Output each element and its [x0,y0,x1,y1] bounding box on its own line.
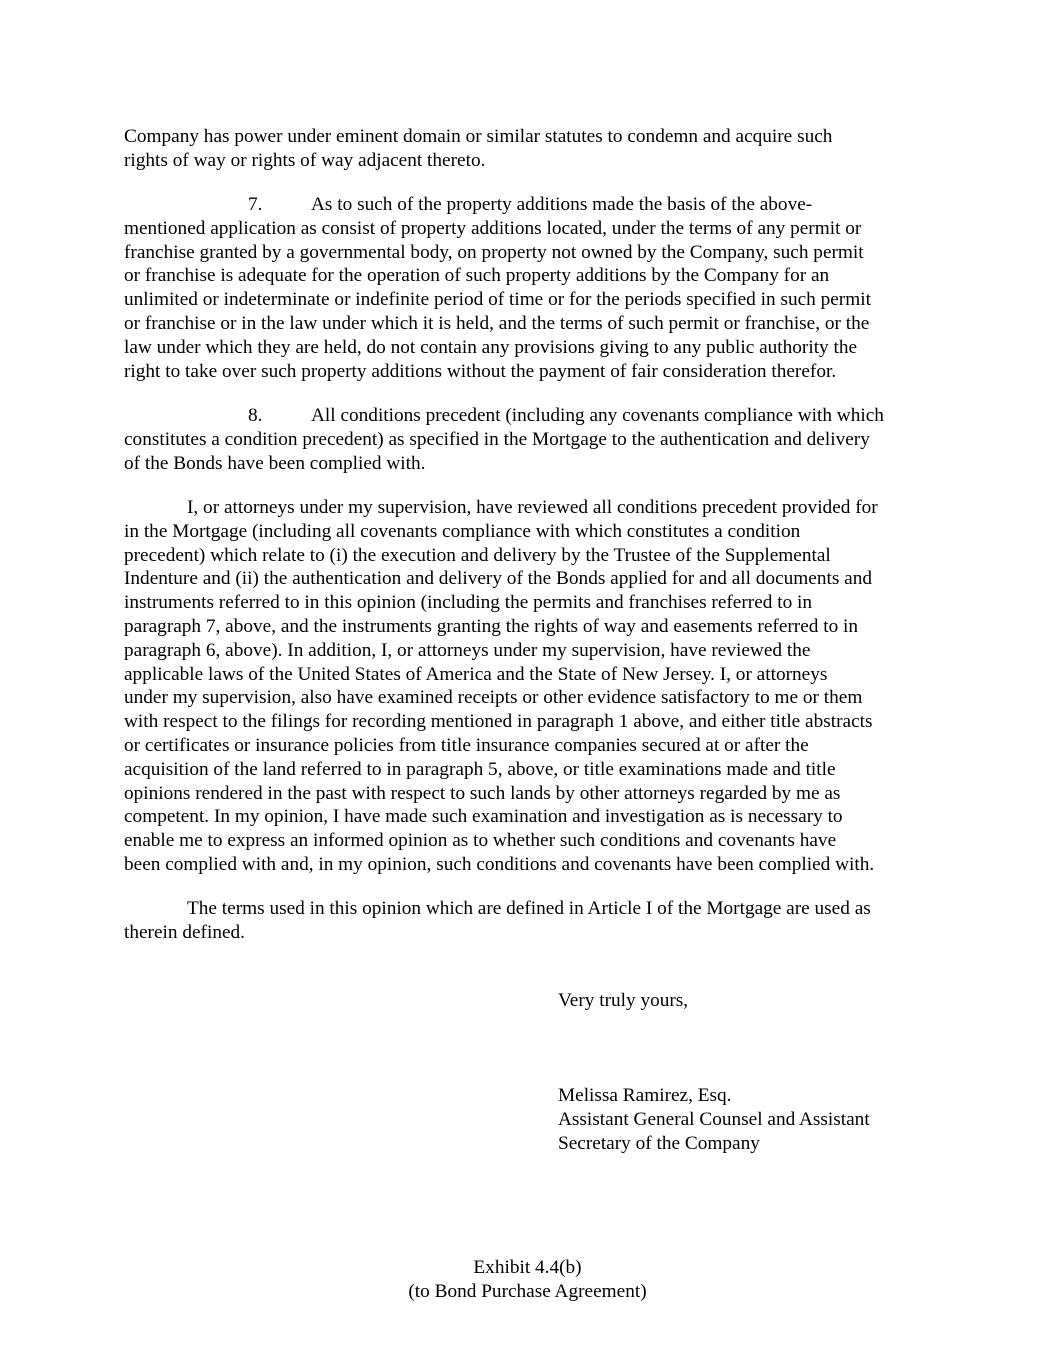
text-line: or franchise is adequate for the operation of such property additions by the Company for an [124,265,830,287]
text-line: paragraph 6, above). In addition, I, or attorneys under my supervision, have reviewed the [124,639,811,661]
paragraph-continuation [124,125,944,173]
signer-name: Melissa Ramirez, Esq. [558,1085,732,1106]
text-line: precedent) which relate to (i) the execution and delivery by the Trustee of the Supplemental [124,544,831,566]
paragraph-number: 8. [248,405,263,426]
text-line: Company has power under eminent domain or similar statutes to condemn and acquire such [124,126,833,147]
exhibit-subtitle: (to Bond Purchase Agreement) [408,1280,647,1302]
paragraph-8 [124,404,944,475]
signer-title-cont: Secretary of the Company [558,1132,760,1154]
text-line: The terms used in this opinion which are defined in Article I of the Mortgage are used as [187,898,871,919]
paragraph-7 [124,193,944,383]
signature-block [558,1084,870,1155]
text-line: rights of way or rights of way adjacent thereto. [124,149,486,171]
text-line: paragraph 7, above, and the instruments granting the rights of way and easements referred to in [124,615,859,637]
paragraph-terms [124,897,944,945]
text-line: or franchise or in the law under which it is held, and the terms of such permit or franchise, or the [124,312,870,334]
text-line: been complied with and, in my opinion, such conditions and covenants have been complied with. [124,853,875,875]
text-line: I, or attorneys under my supervision, have reviewed all conditions precedent provided for [187,497,878,518]
text-line: acquisition of the land referred to in paragraph 5, above, or title examinations made and title [124,758,836,780]
text-line: under my supervision, also have examined receipts or other evidence satisfactory to me or them [124,687,863,709]
text-line: of the Bonds have been complied with. [124,452,426,474]
text-line: law under which they are held, do not contain any provisions giving to any public authority the [124,336,858,358]
signer-title: Assistant General Counsel and Assistant [558,1108,870,1130]
text-line: unlimited or indeterminate or indefinite period of time or for the periods specified in such permit [124,289,871,311]
text-line: therein defined. [124,921,245,943]
text-line: or certificates or insurance policies from title insurance companies secured at or after the [124,734,809,756]
text-line: constitutes a condition precedent) as specified in the Mortgage to the authentication and delivery [124,428,870,450]
footer [0,1256,1055,1304]
text-line: competent. In my opinion, I have made such examination and investigation as is necessary to [124,806,843,828]
text-line: in the Mortgage (including all covenants compliance with which constitutes a condition [124,520,801,542]
text-line: with respect to the filings for recording mentioned in paragraph 1 above, and either title abstracts [124,711,873,733]
text-line: mentioned application as consist of property additions located, under the terms of any permit or [124,217,862,239]
text-line: applicable laws of the United States of America and the State of New Jersey. I, or attorneys [124,663,828,685]
text-line: enable me to express an informed opinion as to whether such conditions and covenants have [124,830,837,852]
text-line: As to such of the property additions made the basis of the above- [311,194,813,215]
text-line: instruments referred to in this opinion (including the permits and franchises referred to in [124,592,813,614]
text-line: franchise granted by a governmental body, on property not owned by the Company, such permit [124,241,864,263]
closing: Very truly yours, [558,990,689,1011]
text-line: right to take over such property additions without the payment of fair consideration therefor. [124,360,837,382]
text-line: All conditions precedent (including any covenants compliance with which [311,405,884,426]
paragraph-review [124,496,944,877]
paragraph-number: 7. [248,194,263,215]
text-line: Indenture and (ii) the authentication and delivery of the Bonds applied for and all documents and [124,568,872,590]
exhibit-label: Exhibit 4.4(b) [473,1257,582,1278]
text-line: opinions rendered in the past with respect to such lands by other attorneys regarded by me as [124,782,841,804]
